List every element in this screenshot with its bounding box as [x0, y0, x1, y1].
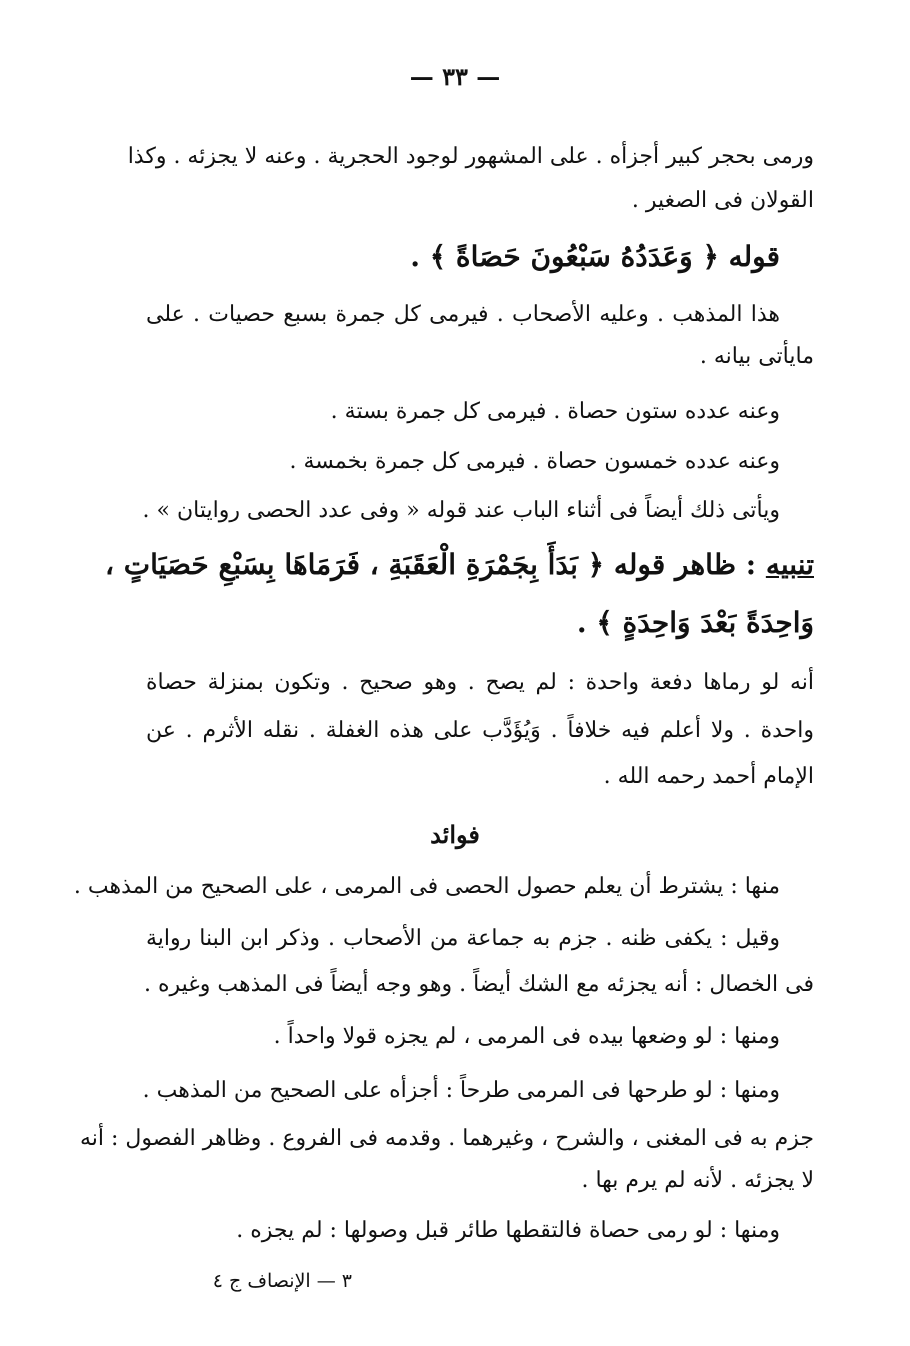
text-line-18: ومنها : لو رمى حصاة فالتقطها طائر قبل وصولها : لم يجزه . [236, 1218, 780, 1243]
text-line-10: الإمام أحمد رحمه الله . [603, 764, 814, 789]
text-line-3: هذا المذهب . وعليه الأصحاب . فيرمى كل جمرة بسبع حصيات . على [146, 302, 780, 327]
quote-line-2: قوله ﴿ بَدَأَ بِجَمْرَةِ الْعَقَبَةِ ، فَرَمَاهَا بِسَبْعِ حَصَيَاتٍ ، [105, 548, 666, 581]
text-line-7: ويأتى ذلك أيضاً فى أثناء الباب عند قوله « وفى عدد الحصى روايتان » . [142, 498, 780, 523]
text-line-14: ومنها : لو وضعها بيده فى المرمى ، لم يجزه قولا واحداً . [273, 1024, 780, 1049]
text-line-1: ورمى بحجر كبير أجزأه . على المشهور لوجود الحجرية . وعنه لا يجزئه . وكذا [127, 144, 814, 169]
text-line-15: ومنها : لو طرحها فى المرمى طرحاً : أجزأه على الصحيح من المذهب . [142, 1078, 780, 1103]
text-line-13: فى الخصال : أنه يجزئه مع الشك أيضاً . وهو وجه أيضاً فى المذهب وغيره . [143, 972, 814, 997]
text-line-17: لا يجزئه . لأنه لم يرم بها . [581, 1168, 814, 1193]
footer-signature: ٣ — الإنصاف ج ٤ [212, 1270, 352, 1292]
text-line-11: منها : يشترط أن يعلم حصول الحصى فى المرمى ، على الصحيح من المذهب . [73, 874, 780, 899]
text-line-16: جزم به فى المغنى ، والشرح ، وغيرهما . وقدمه فى الفروع . وظاهر الفصول : أنه [79, 1126, 814, 1151]
note-text: : ظاهر [674, 548, 757, 581]
text-line-12: وقيل : يكفى ظنه . جزم به جماعة من الأصحاب . وذكر ابن البنا رواية [146, 926, 780, 951]
page-number: — ٣٣ — [409, 62, 501, 91]
note-line [105, 546, 814, 584]
quote-line-1: قوله ﴿ وَعَدَدُهُ سَبْعُونَ حَصَاةً ﴾ . [410, 240, 780, 273]
text-line-2: القولان فى الصغير . [631, 188, 814, 213]
text-line-5: وعنه عدده ستون حصاة . فيرمى كل جمرة بستة . [330, 399, 780, 424]
text-line-6: وعنه عدده خمسون حصاة . فيرمى كل جمرة بخمسة . [289, 449, 780, 474]
note-label: تنبيه [765, 548, 814, 581]
text-line-9: واحدة . ولا أعلم فيه خلافاً . وَيُؤَدَّب على هذه الغفلة . نقله الأثرم . عن [146, 718, 814, 743]
text-line-4: مايأتى بيانه . [699, 344, 814, 369]
quote-line-3: وَاحِدَةً بَعْدَ وَاحِدَةٍ ﴾ . [576, 606, 814, 639]
section-heading: فوائد [430, 820, 480, 849]
text-line-8: أنه لو رماها دفعة واحدة : لم يصح . وهو صحيح . وتكون بمنزلة حصاة [146, 670, 814, 695]
